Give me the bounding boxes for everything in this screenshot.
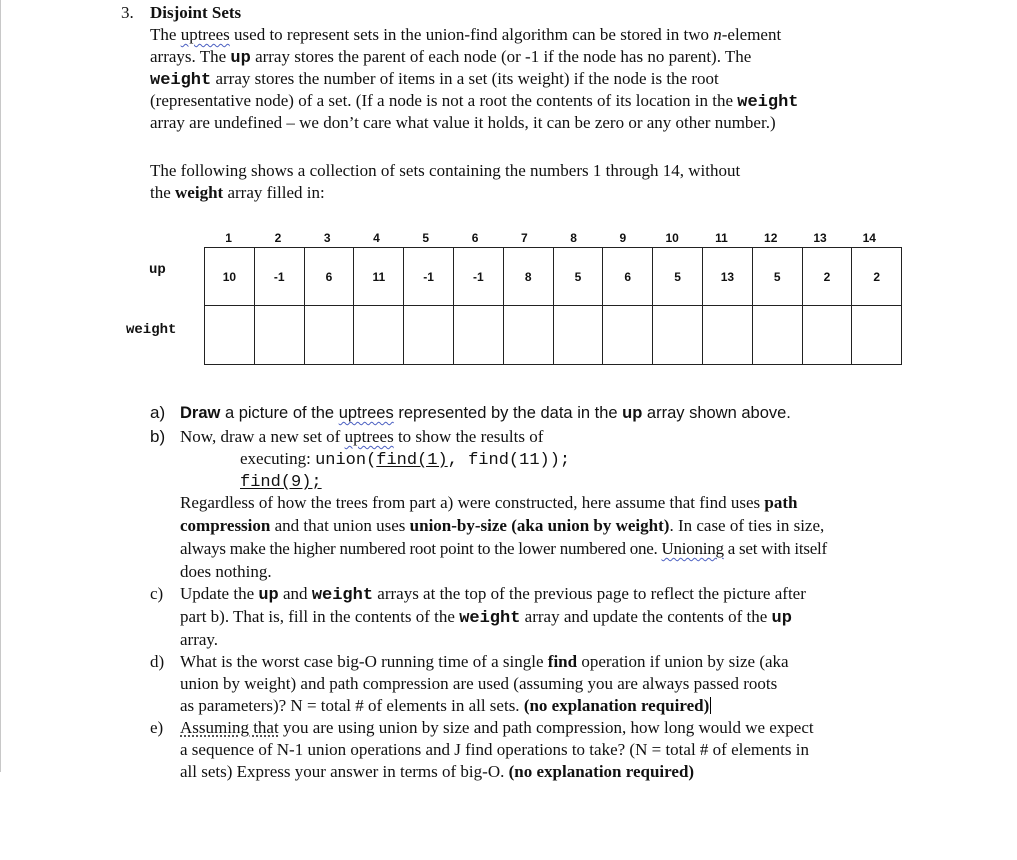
weight-cell[interactable] [254,306,304,365]
up-cell[interactable]: 5 [752,248,802,306]
spell-flag[interactable]: uptrees [344,427,394,446]
index-label: 1 [225,231,232,245]
part-label: d) [150,652,165,671]
problem-title: Disjoint Sets [150,3,242,22]
index-label: 9 [619,231,627,245]
part-label: c) [150,584,164,603]
weight-cell[interactable] [752,306,802,365]
spell-flag[interactable]: uptrees [180,25,230,44]
up-cell[interactable]: 5 [653,248,703,306]
up-cell[interactable]: 10 [205,248,255,306]
index-label: 8 [570,231,577,245]
grammar-flag[interactable]: Assuming that [180,718,279,737]
spell-flag[interactable]: Unioning [661,539,724,558]
up-cell[interactable]: 8 [503,248,553,306]
weight-cell[interactable] [653,306,703,365]
index-label: 5 [422,231,430,245]
index-label: 3 [323,231,331,245]
following-paragraph: The following shows a collection of sets containing the numbers 1 through 14, without the weight array filled in: [150,161,741,202]
weight-cell[interactable] [304,306,354,365]
weight-cell[interactable] [802,306,852,365]
up-cell[interactable]: 5 [553,248,603,306]
weight-cell[interactable] [205,306,255,365]
union-find-table [204,247,902,365]
up-cell[interactable]: -1 [254,248,304,306]
part-label: b) [150,427,166,446]
left-margin-line [0,0,1,772]
text-cursor [710,697,711,714]
part-label: e) [150,718,164,737]
up-cell[interactable]: -1 [404,248,454,306]
weight-cell[interactable] [453,306,503,365]
up-cell[interactable]: 6 [304,248,354,306]
up-cell[interactable]: 2 [802,248,852,306]
up-cell[interactable]: -1 [453,248,503,306]
index-label: 11 [715,231,728,245]
up-cell[interactable]: 2 [852,248,902,306]
weight-row [205,306,902,365]
weight-cell[interactable] [503,306,553,365]
weight-cell[interactable] [603,306,653,365]
weight-cell[interactable] [852,306,902,365]
weight-cell[interactable] [702,306,752,365]
spell-flag[interactable]: uptrees [338,404,394,422]
index-label: 7 [520,231,528,245]
index-label: 2 [274,231,282,245]
problem-number: 3. [121,3,134,22]
index-header-row [204,231,894,245]
index-label: 6 [471,231,479,245]
index-label: 10 [665,231,679,245]
intro-paragraph: The uptrees used to represent sets in the union-find algorithm can be stored in two n-element arrays. The up array stores the parent of each node (or -1 if the node has no parent). The weight array stores the number of items in a set (its weight) if the node is the root (representative node) of a set. (If a node is not a root the contents of its location in the weight array are undefined – we don’t care what value it holds, it can be zero or any other number.) [150,25,799,132]
up-row-label: up [149,262,166,278]
up-cell[interactable]: 11 [354,248,404,306]
up-row [205,248,902,306]
weight-cell[interactable] [404,306,454,365]
index-label: 12 [764,231,778,245]
up-cell[interactable]: 13 [702,248,752,306]
weight-cell[interactable] [553,306,603,365]
index-label: 13 [813,231,827,245]
weight-row-label: weight [126,322,177,338]
weight-cell[interactable] [354,306,404,365]
part-label: a) [150,403,166,422]
index-label: 14 [862,231,876,245]
index-label: 4 [373,231,380,245]
up-cell[interactable]: 6 [603,248,653,306]
